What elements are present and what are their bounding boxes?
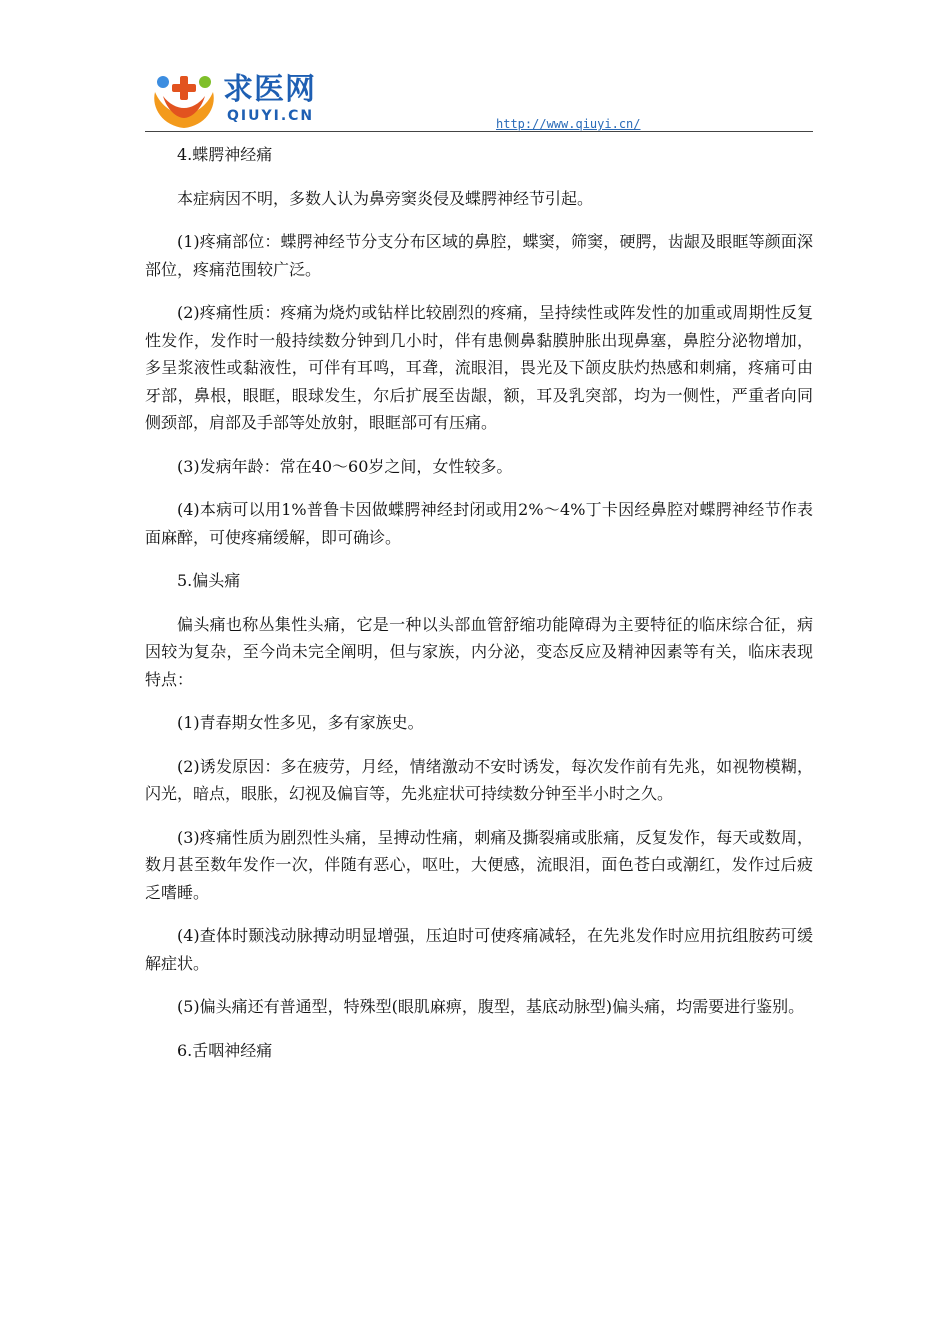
paragraph: (1)青春期女性多见，多有家族史。 xyxy=(177,713,424,732)
paragraph: (3)疼痛性质为剧烈性头痛，呈搏动性痛，刺痛及撕裂痛或胀痛，反复发作，每天或数周，数月甚至数年发作一次，伴随有恶心，呕吐，大便感，流眼泪，面色苍白或潮红，发作过后疲乏嗜睡。 xyxy=(145,827,813,902)
paragraph: 偏头痛也称丛集性头痛，它是一种以头部血管舒缩功能障碍为主要特征的临床综合征，病因较为复杂，至今尚未完全阐明，但与家族，内分泌，变态反应及精神因素等有关，临床表现特点： xyxy=(145,614,813,689)
section-heading: 4.蝶腭神经痛 xyxy=(177,145,273,164)
site-logo[interactable] xyxy=(145,66,345,130)
paragraph: (2)诱发原因：多在疲劳，月经，情绪激动不安时诱发，每次发作前有先兆，如视物模糊，闪光，暗点，眼胀，幻视及偏盲等，先兆症状可持续数分钟至半小时之久。 xyxy=(145,756,813,803)
paragraph: (2)疼痛性质：疼痛为烧灼或钻样比较剧烈的疼痛，呈持续性或阵发性的加重或周期性反复性发作，发作时一般持续数分钟到几小时，伴有患侧鼻黏膜肿胀出现鼻塞，鼻腔分泌物增加，多呈浆液性或黏液性，可伴有耳鸣，耳聋，流眼泪，畏光及下颌皮肤灼热感和刺痛，疼痛可由牙部，鼻根，眼眶，眼球发生，尔后扩展至齿龈，额，耳及乳突部，均为一侧性，严重者向同侧颈部，肩部及手部等处放射，眼眶部可有压痛。 xyxy=(145,303,813,432)
logo-text-en: QIUYI.CN xyxy=(227,108,315,124)
site-url-link[interactable]: http://www.qiuyi.cn/ xyxy=(496,117,641,131)
paragraph: (3)发病年龄：常在40～60岁之间，女性较多。 xyxy=(177,456,513,476)
logo-text-cn: 求医网 xyxy=(223,72,316,107)
page-header xyxy=(145,66,813,134)
section-heading: 5.偏头痛 xyxy=(177,571,241,590)
paragraph: (4)查体时颞浅动脉搏动明显增强，压迫时可使疼痛减轻，在先兆发作时应用抗组胺药可缓解症状。 xyxy=(145,926,813,973)
paragraph: (5)偏头痛还有普通型，特殊型(眼肌麻痹，腹型，基底动脉型)偏头痛，均需要进行鉴别。 xyxy=(177,997,805,1016)
article-body xyxy=(145,141,813,1080)
paragraph: (4)本病可以用1%普鲁卡因做蝶腭神经封闭或用2%～4%丁卡因经鼻腔对蝶腭神经节作表面麻醉，可使疼痛缓解，即可确诊。 xyxy=(145,500,813,547)
section-heading: 6.舌咽神经痛 xyxy=(177,1040,273,1060)
paragraph: 本症病因不明，多数人认为鼻旁窦炎侵及蝶腭神经节引起。 xyxy=(177,188,594,208)
logo-mark-icon xyxy=(149,70,219,130)
paragraph: (1)疼痛部位：蝶腭神经节分支分布区域的鼻腔，蝶窦，筛窦，硬腭，齿龈及眼眶等颜面深部位，疼痛范围较广泛。 xyxy=(145,232,813,279)
header-divider xyxy=(145,131,813,132)
